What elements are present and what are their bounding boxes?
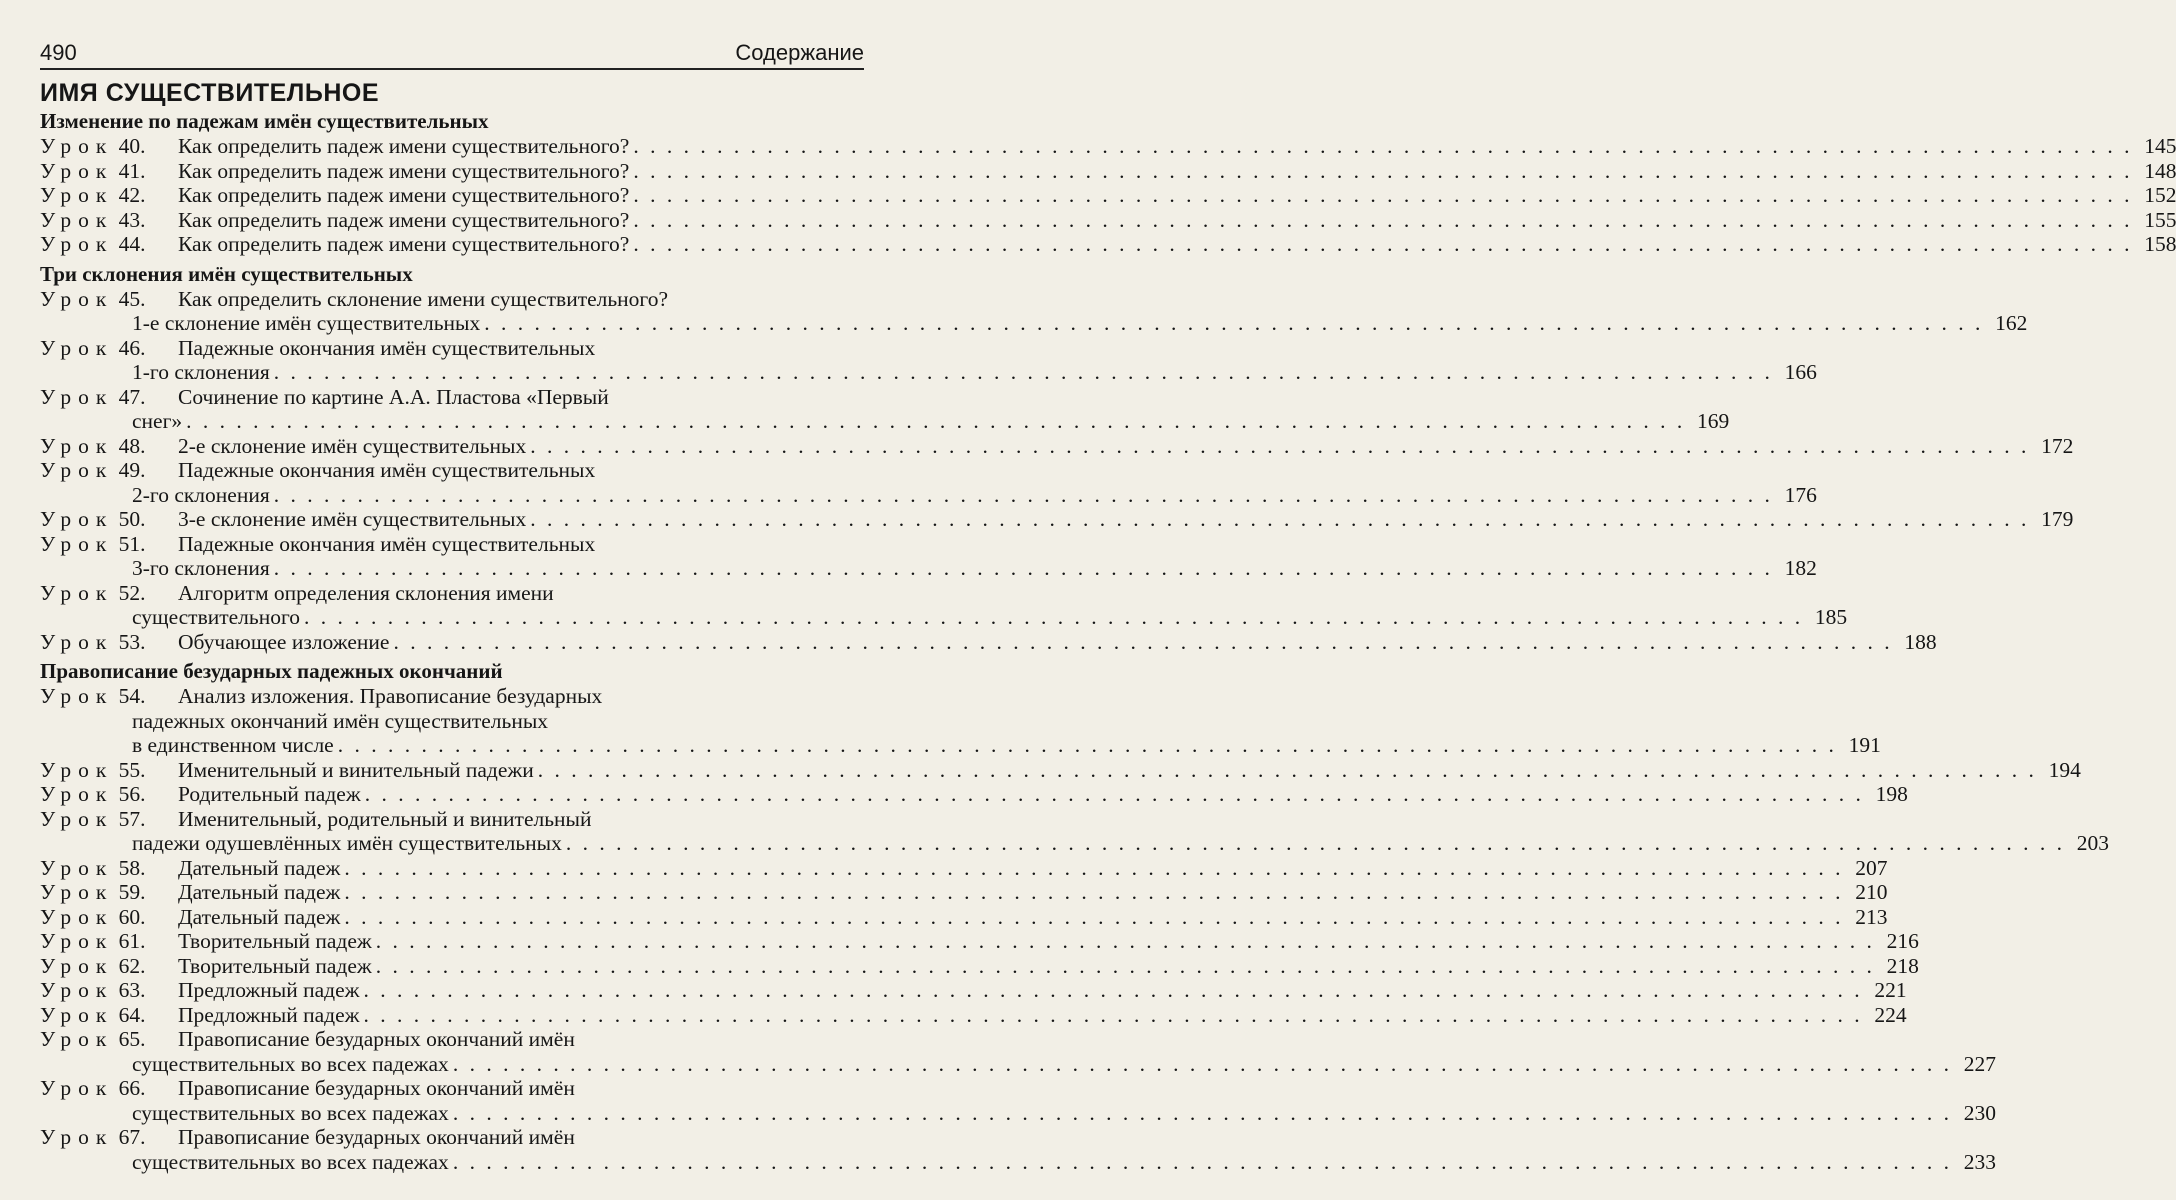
lesson-body [178, 507, 2073, 532]
lesson-title-line: падежных окончаний имён существительных [132, 708, 549, 733]
lesson-word: Урок [40, 782, 114, 806]
dot-leader [344, 905, 1843, 930]
page-ref[interactable]: 218 [1886, 953, 1919, 978]
lesson-title-text: снег» [132, 409, 183, 433]
lesson-label [40, 507, 178, 532]
lesson-word: Урок [40, 904, 114, 929]
lesson-number: 60. [118, 904, 146, 929]
lesson-title-line [178, 954, 1919, 979]
page-ref[interactable]: 166 [1784, 360, 1817, 384]
toc-entry[interactable] [40, 757, 2081, 783]
lesson-body [178, 1003, 1907, 1028]
lesson-number: 59. [118, 880, 146, 904]
lesson-number: 46. [118, 335, 146, 360]
lesson-title-line: Правописание безударных окончаний имён [178, 1027, 575, 1051]
toc-entry[interactable] [40, 1002, 1907, 1028]
page-ref[interactable]: 185 [1814, 605, 1848, 629]
dot-leader [633, 159, 2132, 184]
page-ref[interactable]: 216 [1886, 929, 1919, 953]
lesson-title-line [178, 134, 2176, 159]
dot-leader [344, 880, 1843, 905]
lesson-word: Урок [40, 158, 114, 183]
lesson-title-line [132, 1101, 1996, 1126]
lesson-word: Урок [40, 953, 114, 978]
lesson-number: 56. [118, 782, 146, 806]
lesson-title-text: 3-е склонение имён существительных [178, 507, 527, 531]
toc-section [40, 658, 2109, 1174]
lesson-word: Урок [40, 232, 114, 256]
dot-leader [338, 733, 1837, 758]
page-ref[interactable]: 227 [1963, 1051, 1996, 1076]
lesson-body [178, 159, 2176, 184]
lesson-label [40, 880, 178, 905]
lesson-title-text: Творительный падеж [178, 953, 372, 978]
lesson-title-text: существительных во всех падежах [132, 1149, 449, 1174]
toc-entry[interactable] [40, 629, 1937, 655]
section-title: Правописание безударных падежных окончаний [40, 659, 503, 683]
lesson-title-text: 2-е склонение имён существительных [178, 433, 527, 458]
toc-entry[interactable] [40, 232, 2176, 257]
dot-leader [453, 1150, 1952, 1175]
page-ref[interactable]: 176 [1784, 482, 1817, 507]
page-ref[interactable]: 210 [1855, 880, 1888, 904]
lesson-title-line [178, 183, 2176, 208]
lesson-body [178, 856, 1887, 881]
lesson-label [40, 929, 178, 954]
lesson-label [40, 1003, 178, 1028]
toc-entry[interactable] [40, 953, 1919, 979]
dot-leader [538, 758, 2037, 783]
toc-entry[interactable] [40, 531, 1817, 581]
dot-leader [376, 954, 1875, 979]
lesson-title-text: Предложный падеж [178, 1002, 360, 1027]
lesson-title-text: Как определить падеж имени существительного? [178, 207, 630, 232]
dot-leader [453, 1101, 1952, 1126]
page-ref[interactable]: 162 [1995, 311, 2028, 335]
lesson-number: 47. [118, 384, 146, 409]
page-ref[interactable]: 145 [2144, 134, 2176, 158]
lesson-word: Урок [40, 1076, 114, 1100]
toc-entry[interactable] [40, 507, 2074, 532]
dot-leader [453, 1052, 1952, 1077]
lesson-number: 65. [118, 1027, 146, 1051]
lesson-label [40, 782, 178, 807]
toc-entry[interactable] [40, 335, 1817, 385]
lesson-word: Урок [40, 757, 114, 782]
lesson-title-line [132, 483, 1817, 508]
dot-leader [633, 232, 2132, 257]
running-title: Содержание [735, 40, 864, 65]
lesson-title-text: Как определить падеж имени существительного? [178, 183, 630, 207]
dot-leader [633, 208, 2132, 233]
lesson-label [40, 183, 178, 208]
lesson-number: 55. [118, 757, 146, 782]
lesson-number: 43. [118, 207, 146, 232]
lesson-number: 54. [118, 684, 146, 708]
lesson-title-line [178, 758, 2081, 783]
page-ref[interactable]: 224 [1874, 1002, 1907, 1027]
lesson-title-text: 3-го склонения [132, 556, 270, 580]
toc-entry[interactable] [40, 684, 1881, 758]
lesson-number: 40. [118, 134, 146, 158]
lesson-title-line [132, 1052, 1996, 1077]
lesson-title-text: существительных во всех падежах [132, 1100, 449, 1125]
toc-section [40, 108, 2176, 257]
lesson-title-text: Дательный падеж [178, 855, 341, 880]
lesson-title-line [132, 733, 1881, 758]
lesson-word: Урок [40, 207, 114, 232]
lesson-label [40, 434, 178, 459]
lesson-word: Урок [40, 929, 114, 953]
lesson-title-line [132, 360, 1817, 385]
lesson-word: Урок [40, 458, 114, 482]
toc-entry[interactable] [40, 458, 1817, 507]
lesson-word: Урок [40, 1002, 114, 1027]
dot-leader [633, 134, 2132, 159]
dot-leader [530, 507, 2029, 532]
lesson-title-text: Как определить падеж имени существительного? [178, 158, 630, 183]
lesson-title-text: 1-е склонение имён существительных [132, 311, 481, 335]
lesson-title-line: Алгоритм определения склонения имени [178, 580, 554, 605]
lesson-title-line: Падежные окончания имён существительных [178, 335, 596, 360]
lesson-title-text: в единственном числе [132, 733, 334, 757]
lesson-word: Урок [40, 978, 114, 1002]
toc-entry[interactable] [40, 433, 2074, 459]
page-ref[interactable]: 233 [1963, 1149, 1996, 1174]
page-ref[interactable]: 198 [1875, 782, 1908, 806]
lesson-word: Урок [40, 183, 114, 207]
toc-sections [40, 108, 2176, 1174]
lesson-title-line: Именительный, родительный и винительный [178, 806, 592, 831]
lesson-title-line: Правописание безударных окончаний имён [178, 1125, 575, 1149]
lesson-body [178, 929, 1919, 954]
dot-leader [274, 483, 1773, 508]
lesson-title-line [178, 434, 2073, 459]
lesson-title-text: падежи одушевлённых имён существительных [132, 831, 562, 855]
lesson-title-text: Предложный падеж [178, 978, 360, 1002]
lesson-number: 42. [118, 183, 146, 207]
lesson-number: 64. [118, 1002, 146, 1027]
lesson-title-text: Дательный падеж [178, 904, 341, 929]
dot-leader [484, 311, 1983, 336]
lesson-title-line [178, 630, 1937, 655]
lesson-body [178, 905, 1887, 930]
lesson-title-line [178, 978, 1907, 1003]
toc-entry[interactable] [40, 384, 1730, 434]
page-ref[interactable]: 179 [2041, 507, 2074, 531]
lesson-word: Урок [40, 580, 114, 605]
lesson-title-line [178, 880, 1887, 905]
page-header [40, 38, 864, 70]
dot-leader [344, 856, 1843, 881]
lesson-word: Урок [40, 286, 114, 311]
lesson-number: 45. [118, 286, 146, 311]
page-ref[interactable]: 207 [1855, 855, 1888, 880]
lesson-title-text: Обучающее изложение [178, 629, 390, 654]
lesson-label [40, 232, 178, 257]
lesson-body [178, 434, 2073, 459]
lesson-word: Урок [40, 384, 114, 409]
dot-leader [365, 782, 1864, 807]
lesson-body [178, 208, 2176, 233]
toc-entry[interactable] [40, 207, 2176, 233]
lesson-title-line [178, 905, 1887, 930]
toc-entry[interactable] [40, 1076, 1996, 1125]
toc-section [40, 261, 2074, 655]
dot-leader [364, 1003, 1863, 1028]
lesson-number: 57. [118, 806, 146, 831]
lesson-word: Урок [40, 684, 114, 708]
lesson-number: 66. [118, 1076, 146, 1100]
page-ref[interactable]: 194 [2048, 757, 2081, 782]
lesson-body [178, 183, 2176, 208]
lesson-number: 61. [118, 929, 146, 953]
toc-entry[interactable] [40, 929, 1919, 954]
dot-leader [274, 556, 1773, 581]
lesson-word: Урок [40, 433, 114, 458]
lesson-label [40, 630, 178, 655]
lesson-title-text: Именительный и винительный падежи [178, 757, 534, 782]
lesson-label [40, 159, 178, 184]
dot-leader [633, 183, 2132, 208]
lesson-word: Урок [40, 855, 114, 880]
page-ref[interactable]: 203 [2076, 831, 2109, 855]
lesson-body [178, 782, 1908, 807]
lesson-title-line [178, 929, 1919, 954]
toc-entry[interactable] [40, 1125, 1996, 1174]
toc-entry[interactable] [40, 286, 2028, 336]
lesson-word: Урок [40, 1125, 114, 1149]
toc-entry[interactable] [40, 904, 1888, 930]
lesson-label [40, 758, 178, 783]
lesson-title-line [178, 782, 1908, 807]
lesson-title-line: Падежные окончания имён существительных [178, 531, 596, 556]
lesson-label [40, 134, 178, 159]
lesson-number: 67. [118, 1125, 146, 1149]
page-ref[interactable]: 155 [2144, 207, 2176, 232]
lesson-title-line [132, 556, 1817, 581]
lesson-title-line: Падежные окончания имён существительных [178, 458, 596, 482]
lesson-label [40, 978, 178, 1003]
dot-leader [274, 360, 1773, 385]
toc-entry[interactable] [40, 855, 1888, 881]
lesson-title-line [178, 208, 2176, 233]
lesson-title-line: Анализ изложения. Правописание безударных [178, 684, 603, 708]
page-ref[interactable]: 230 [1963, 1100, 1996, 1125]
lesson-title-line [178, 856, 1887, 881]
lesson-body [178, 630, 1937, 655]
lesson-body [178, 954, 1919, 979]
lesson-body [178, 758, 2081, 783]
lesson-word: Урок [40, 531, 114, 556]
lesson-title-line [178, 507, 2073, 532]
dot-leader [304, 605, 1803, 630]
page-number: 490 [40, 40, 77, 65]
lesson-title-text: 1-го склонения [132, 360, 270, 384]
toc-entry[interactable] [40, 580, 1848, 630]
lesson-number: 41. [118, 158, 146, 183]
lesson-title-text: существительного [132, 605, 301, 629]
lesson-title-line: Правописание безударных окончаний имён [178, 1076, 575, 1100]
lesson-title-text: Как определить падеж имени существительного? [178, 232, 630, 256]
toc-entry[interactable] [40, 183, 2176, 208]
part-title: ИМЯ СУЩЕСТВИТЕЛЬНОЕ [40, 79, 379, 107]
dot-leader [376, 929, 1875, 954]
lesson-word: Урок [40, 335, 114, 360]
lesson-label [40, 856, 178, 881]
section-title: Изменение по падежам имён существительных [40, 109, 489, 133]
section-title: Три склонения имён существительных [40, 261, 413, 286]
toc-entry[interactable] [40, 1027, 1996, 1076]
lesson-title-line [178, 159, 2176, 184]
lesson-title-line [132, 1150, 1996, 1175]
lesson-title-line [178, 232, 2176, 257]
toc-entry[interactable] [40, 782, 1908, 807]
lesson-number: 44. [118, 232, 146, 256]
lesson-title-line: Сочинение по картине А.А. Пластова «Первый [178, 384, 609, 409]
lesson-title-line [132, 605, 1847, 630]
lesson-title-line: Как определить склонение имени существительного? [178, 286, 669, 311]
lesson-word: Урок [40, 134, 114, 158]
lesson-title-line [132, 409, 1729, 434]
toc-entry[interactable] [40, 134, 2176, 159]
lesson-label [40, 954, 178, 979]
lesson-word: Урок [40, 507, 114, 531]
lesson-number: 63. [118, 978, 146, 1002]
lesson-title-text: Творительный падеж [178, 929, 372, 953]
lesson-label [40, 905, 178, 930]
toc-content [40, 78, 2176, 1174]
page-ref[interactable]: 152 [2144, 183, 2176, 207]
lesson-title-text: Родительный падеж [178, 782, 361, 806]
lesson-word: Урок [40, 880, 114, 904]
dot-leader [186, 409, 1685, 434]
lesson-number: 53. [118, 629, 146, 654]
dot-leader [530, 434, 2029, 459]
lesson-body [178, 978, 1907, 1003]
dot-leader [566, 831, 2065, 856]
page-ref[interactable]: 213 [1855, 904, 1888, 929]
dot-leader [364, 978, 1863, 1003]
lesson-body [178, 232, 2176, 257]
lesson-word: Урок [40, 806, 114, 831]
lesson-number: 58. [118, 855, 146, 880]
lesson-number: 48. [118, 433, 146, 458]
lesson-word: Урок [40, 1027, 114, 1051]
lesson-title-text: существительных во всех падежах [132, 1051, 449, 1076]
lesson-number: 50. [118, 507, 146, 531]
page-ref[interactable]: 221 [1874, 978, 1907, 1002]
lesson-title-text: Как определить падеж имени существительного? [178, 134, 630, 158]
lesson-label [40, 208, 178, 233]
lesson-number: 49. [118, 458, 146, 482]
lesson-body [178, 880, 1887, 905]
lesson-number: 51. [118, 531, 146, 556]
page-ref[interactable]: 172 [2041, 433, 2074, 458]
page-ref[interactable]: 169 [1697, 409, 1730, 433]
dot-leader [393, 630, 1892, 655]
lesson-title-text: Дательный падеж [178, 880, 341, 904]
page-ref[interactable]: 182 [1784, 556, 1817, 580]
toc-entry[interactable] [40, 880, 1888, 905]
lesson-title-line [178, 1003, 1907, 1028]
lesson-title-line [132, 311, 2027, 336]
lesson-title-text: 2-го склонения [132, 482, 270, 507]
lesson-title-line [132, 831, 2109, 856]
lesson-body [178, 134, 2176, 159]
page-ref[interactable]: 188 [1904, 629, 1937, 654]
toc-entry[interactable] [40, 978, 1907, 1003]
page-ref[interactable]: 191 [1848, 733, 1881, 757]
page-ref[interactable]: 158 [2144, 232, 2176, 256]
lesson-number: 52. [118, 580, 146, 605]
page-ref[interactable]: 148 [2144, 158, 2176, 183]
toc-entry[interactable] [40, 806, 2109, 856]
toc-entry[interactable] [40, 158, 2176, 184]
lesson-word: Урок [40, 629, 114, 654]
lesson-number: 62. [118, 953, 146, 978]
